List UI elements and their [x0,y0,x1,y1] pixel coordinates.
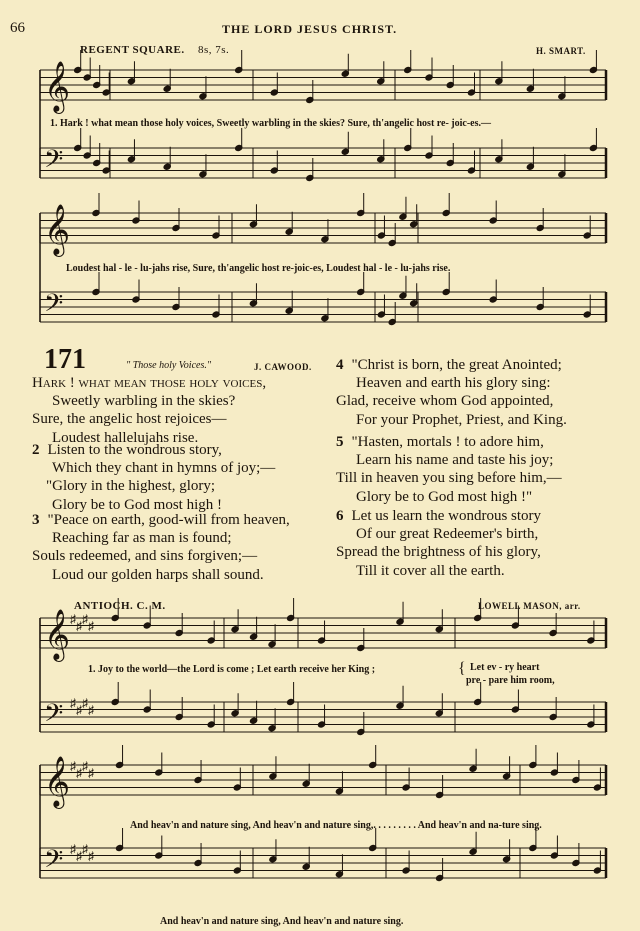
stanza-line: Sure, the angelic host rejoices— [32,411,227,428]
stanza-line: Till it cover all the earth. [356,562,505,579]
tune-name-regent-square: REGENT SQUARE. [80,44,185,56]
sharp-sign: ♯ [76,619,82,633]
stanza-line: "Glory in the highest, glory; [46,478,216,495]
bass-clef: 𝄢 [44,699,64,734]
stanza-number: 4 [336,357,344,373]
brace-text: { [458,660,466,677]
sharp-sign: ♯ [82,696,88,710]
sharp-sign: ♯ [88,703,94,717]
stanza-line: Heaven and earth his glory sing: [356,375,551,392]
sharp-sign: ♯ [76,703,82,717]
stanza-number: 3 [32,512,40,528]
stanza-line: "Peace on earth, good-will from heaven, [47,512,290,528]
tune-meter: 8s, 7s. [198,44,230,56]
stanza-line: For your Prophet, Priest, and King. [356,411,567,428]
stanza-line: Loudest hallelujahs rise. [52,429,199,446]
tune-name-antioch: ANTIOCH. C. M. [74,600,166,612]
stanza-line: Glory be to God most high ! [52,496,222,513]
stanza-number: 2 [32,442,40,458]
tune2-lyric-line1: 1. Joy to the world—the Lord is come ; Let earth receive her King ; [88,664,376,675]
stanza-line: Sweetly warbling in the skies? [52,393,236,410]
stanza-6 [336,507,541,580]
stanza-2 [32,441,275,514]
hymn-author: J. CAWOOD. [254,362,312,372]
tune1-lyric-line1: 1. Hark ! what mean those holy voices, Sweetly warbling in the skies? Sure, th'angelic host re- joic-es.— [50,118,492,129]
stanza-line: Loud our golden harps shall sound. [52,566,264,583]
stanza-4 [336,356,567,429]
stanza-1 [32,374,266,447]
sharp-sign: ♯ [70,759,76,773]
stanza-line: "Hasten, mortals ! to adore him, [351,434,544,450]
stanza-line: Reaching far as man is found; [52,530,232,547]
stanza-line: Spread the brightness of his glory, [336,544,541,561]
treble-clef: 𝄞 [44,61,71,112]
stanza-line: Let us learn the wondrous story [351,508,542,524]
tune2-lyric-alt1: Let ev - ry heart [470,662,540,673]
sharp-sign: ♯ [76,766,82,780]
running-head: THE LORD JESUS CHRIST. [222,22,398,36]
sharp-sign: ♯ [88,849,94,863]
stanza-line: Glory be to God most high !" [356,488,533,505]
tune-composer-smart: H. SMART. [536,46,586,56]
stanza-line: Glad, receive whom God appointed, [336,393,554,410]
sharp-sign: ♯ [70,612,76,626]
tune1-lyric-line2: Loudest hal - le - lu-jahs rise, Sure, th'angelic host re-joic-es, Loudest hal - le - lu-jahs rise. [66,263,451,274]
stanza-line: Hark ! what mean those holy voices, [32,375,267,391]
hymn-title: " Those holy Voices." [126,360,212,371]
stanza-number: 6 [336,508,344,524]
sharp-sign: ♯ [70,842,76,856]
tune2-lyric-line2: And heav'n and nature sing, And heav'n and nature sing,. . . . . . . . . And heav'n and na-ture sing. [130,820,542,831]
sharp-sign: ♯ [88,766,94,780]
stanza-line: Which they chant in hymns of joy;— [52,460,276,477]
sharp-sign: ♯ [82,612,88,626]
sharp-sign: ♯ [88,619,94,633]
treble-clef: 𝄞 [44,756,71,807]
stanza-5 [336,433,562,506]
bass-clef: 𝄢 [44,145,64,180]
bass-clef: 𝄢 [44,289,64,324]
sharp-sign: ♯ [82,759,88,773]
bass-clef: 𝄢 [44,845,64,880]
sharp-sign: ♯ [82,842,88,856]
tune-composer-mason: LOWELL MASON, arr. [478,601,581,611]
stanza-number: 5 [336,434,344,450]
treble-clef: 𝄞 [44,609,71,660]
tune2-lyric-line3: And heav'n and nature sing, And heav'n and nature sing. [160,916,404,927]
hymn-number: 171 [44,344,86,375]
stanza-line: Listen to the wondrous story, [47,442,222,458]
tune2-lyric-alt2: pre - pare him room, [466,675,555,686]
stanza-line: Till in heaven you sing before him,— [336,470,562,487]
sharp-sign: ♯ [70,696,76,710]
stanza-line: Learn his name and taste his joy; [356,452,554,469]
stanza-line: Of our great Redeemer's birth, [356,526,539,543]
treble-clef: 𝄞 [44,204,71,255]
page-number: 66 [10,20,25,36]
stanza-line: "Christ is born, the great Anointed; [351,357,562,373]
stanza-3 [32,511,290,584]
sharp-sign: ♯ [76,849,82,863]
stanza-line: Souls redeemed, and sins forgiven;— [32,548,258,565]
